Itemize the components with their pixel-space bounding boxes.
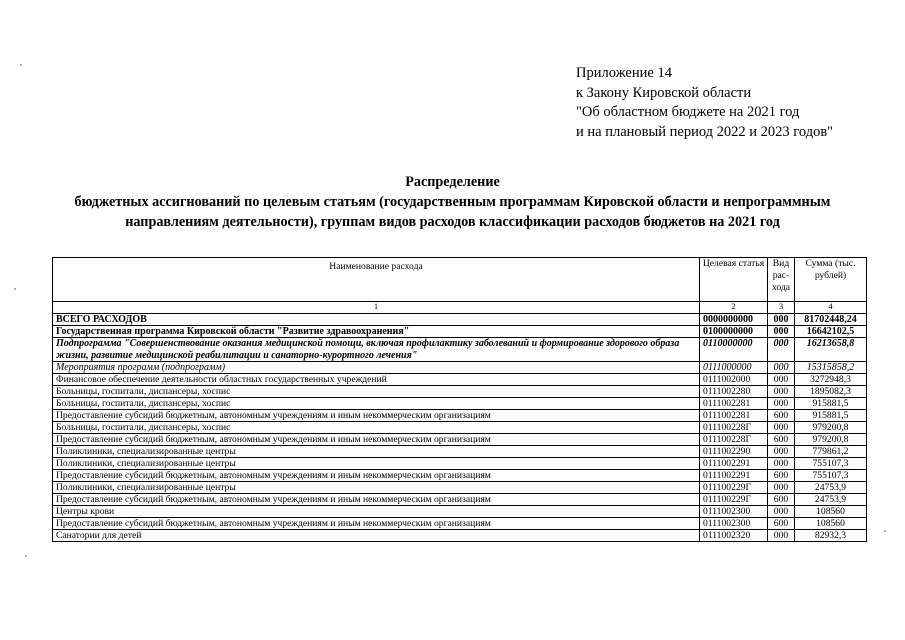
row-code: 0111002281 <box>700 398 768 410</box>
appendix-note <box>576 64 833 142</box>
row-vid: 000 <box>768 446 795 458</box>
table-row <box>53 338 867 362</box>
header-code: Целевая статья <box>700 258 768 302</box>
appendix-line: и на плановый период 2022 и 2023 годов" <box>576 123 834 140</box>
row-code: 011100229Г <box>700 482 768 494</box>
row-vid: 000 <box>768 506 795 518</box>
row-sum: 915881,5 <box>795 398 867 410</box>
title-line: направлениям деятельности), группам видов расходов классификации расходов бюджетов на 2021 год <box>125 214 780 230</box>
scan-speck <box>884 530 886 532</box>
table-row <box>53 482 867 494</box>
row-code: 011100229Г <box>700 494 768 506</box>
row-name: Предоставление субсидий бюджетным, автономным учреждениям и иным некоммерческим организациям <box>53 410 700 422</box>
row-sum: 81702448,24 <box>795 314 867 326</box>
row-code: 0111002300 <box>700 506 768 518</box>
row-code: 0111002291 <box>700 458 768 470</box>
row-name: Больницы, госпитали, диспансеры, хоспис <box>53 398 700 410</box>
row-vid: 600 <box>768 434 795 446</box>
row-vid: 000 <box>768 374 795 386</box>
appendix-line: Приложение 14 <box>576 65 672 81</box>
title-line: бюджетных ассигнований по целевым статьям (государственным программам Кировской области и непрограммным <box>74 194 831 210</box>
header-vid: Вид рас-хода <box>768 258 795 302</box>
row-name: Поликлиники, специализированные центры <box>53 458 700 470</box>
scan-speck <box>20 64 22 66</box>
row-sum: 24753,9 <box>795 494 867 506</box>
row-sum: 1895082,3 <box>795 386 867 398</box>
row-name: Финансовое обеспечение деятельности областных государственных учреждений <box>53 374 700 386</box>
table-row <box>53 422 867 434</box>
row-code: 0000000000 <box>700 314 768 326</box>
title-line: Распределение <box>405 174 500 190</box>
row-name: Центры крови <box>53 506 700 518</box>
row-vid: 000 <box>768 326 795 338</box>
row-name: Предоставление субсидий бюджетным, автономным учреждениям и иным некоммерческим организациям <box>53 494 700 506</box>
table-row <box>53 530 867 542</box>
column-number: 2 <box>700 302 768 314</box>
row-vid: 600 <box>768 494 795 506</box>
row-name: Поликлиники, специализированные центры <box>53 482 700 494</box>
row-name: ВСЕГО РАСХОДОВ <box>53 314 700 326</box>
table-row <box>53 458 867 470</box>
row-code: 0111002280 <box>700 386 768 398</box>
row-vid: 600 <box>768 410 795 422</box>
scan-speck <box>25 555 27 557</box>
row-vid: 600 <box>768 470 795 482</box>
row-vid: 000 <box>768 386 795 398</box>
row-name: Больницы, госпитали, диспансеры, хоспис <box>53 422 700 434</box>
table-row <box>53 398 867 410</box>
header-name: Наименование расхода <box>53 258 700 302</box>
row-code: 011100228Г <box>700 434 768 446</box>
row-vid: 000 <box>768 338 795 362</box>
column-number: 4 <box>795 302 867 314</box>
row-sum: 108560 <box>795 506 867 518</box>
table-row <box>53 410 867 422</box>
table-row <box>53 494 867 506</box>
row-sum: 15315858,2 <box>795 362 867 374</box>
header-sum: Сумма (тыс. рублей) <box>795 258 867 302</box>
row-name: Санатории для детей <box>53 530 700 542</box>
table-row <box>53 362 867 374</box>
row-name: Мероприятия программ (подпрограмм) <box>53 362 700 374</box>
row-vid: 000 <box>768 314 795 326</box>
row-vid: 000 <box>768 422 795 434</box>
row-vid: 000 <box>768 398 795 410</box>
table-row <box>53 374 867 386</box>
row-sum: 979200,8 <box>795 434 867 446</box>
table-row <box>53 434 867 446</box>
document-title <box>0 172 905 232</box>
table-row <box>53 506 867 518</box>
row-code: 0111002281 <box>700 410 768 422</box>
column-number: 3 <box>768 302 795 314</box>
scan-speck <box>14 288 16 290</box>
row-name: Предоставление субсидий бюджетным, автономным учреждениям и иным некоммерческим организациям <box>53 470 700 482</box>
row-sum: 755107,3 <box>795 470 867 482</box>
row-name: Подпрограмма "Совершенствование оказания медицинской помощи, включая профилактику заболеваний и формирование здорового образа жизни, развитие медицинской реабилитации и санаторно-курортного лечения" <box>53 338 700 362</box>
row-vid: 000 <box>768 362 795 374</box>
table-row <box>53 326 867 338</box>
row-code: 0110000000 <box>700 338 768 362</box>
row-code: 011100228Г <box>700 422 768 434</box>
table-row <box>53 314 867 326</box>
column-number-row <box>53 302 867 314</box>
row-vid: 600 <box>768 518 795 530</box>
table-row <box>53 470 867 482</box>
row-vid: 000 <box>768 458 795 470</box>
row-code: 0111002320 <box>700 530 768 542</box>
row-sum: 3272948,3 <box>795 374 867 386</box>
row-sum: 915881,5 <box>795 410 867 422</box>
row-name: Предоставление субсидий бюджетным, автономным учреждениям и иным некоммерческим организациям <box>53 518 700 530</box>
row-sum: 24753,9 <box>795 482 867 494</box>
row-code: 0111002290 <box>700 446 768 458</box>
row-name: Предоставление субсидий бюджетным, автономным учреждениям и иным некоммерческим организациям <box>53 434 700 446</box>
row-name: Государственная программа Кировской области "Развитие здравоохранения" <box>53 326 700 338</box>
row-sum: 82932,3 <box>795 530 867 542</box>
appendix-line: "Об областном бюджете на 2021 год <box>576 104 800 120</box>
row-sum: 779861,2 <box>795 446 867 458</box>
row-vid: 000 <box>768 482 795 494</box>
appendix-line: к Закону Кировской области <box>576 84 752 101</box>
budget-table <box>52 257 867 542</box>
row-code: 0111002000 <box>700 374 768 386</box>
row-sum: 755107,3 <box>795 458 867 470</box>
row-code: 0111000000 <box>700 362 768 374</box>
table-row <box>53 386 867 398</box>
row-sum: 16213658,8 <box>795 338 867 362</box>
row-code: 0111002300 <box>700 518 768 530</box>
row-sum: 979200,8 <box>795 422 867 434</box>
table-row <box>53 446 867 458</box>
column-number: 1 <box>53 302 700 314</box>
row-sum: 16642102,5 <box>795 326 867 338</box>
row-vid: 000 <box>768 530 795 542</box>
row-code: 0100000000 <box>700 326 768 338</box>
table-header-row <box>53 258 867 302</box>
row-name: Поликлиники, специализированные центры <box>53 446 700 458</box>
row-code: 0111002291 <box>700 470 768 482</box>
row-name: Больницы, госпитали, диспансеры, хоспис <box>53 386 700 398</box>
row-sum: 108560 <box>795 518 867 530</box>
table-row <box>53 518 867 530</box>
